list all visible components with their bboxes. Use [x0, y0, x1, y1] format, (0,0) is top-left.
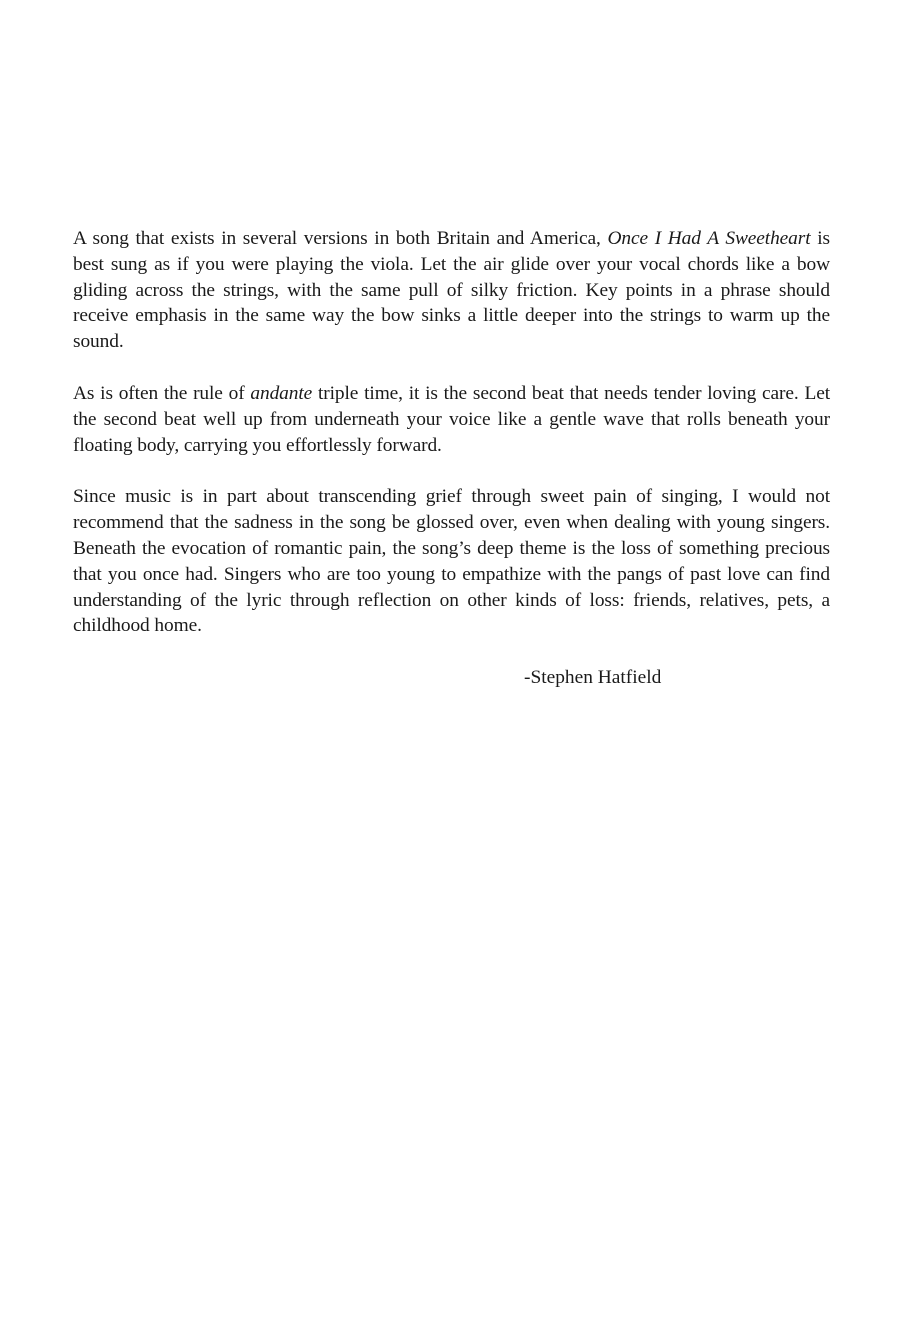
paragraph-tempo-text-start: As is often the rule of [73, 382, 251, 404]
paragraph-tempo [73, 381, 830, 458]
song-title: Once I Had A Sweetheart [607, 228, 811, 249]
paragraph-intro-text-end: is best sung as if you were playing the viola. Let the air glide over your vocal chords like a bow gliding across the strings, with the same pull of silky friction. Key points in a phrase should receive emphasis in the same way the bow sinks a little deeper into the strings to warm up the sound. [73, 228, 830, 353]
paragraph-theme: Since music is in part about transcending grief through sweet pain of singing, I would not recommend that the sadness in the song be glossed over, even when dealing with young singers. Beneath the evocation of romantic pain, the song’s deep theme is the loss of something precious that you once had. Singers who are too young to empathize with the pangs of past love can find understanding of the lyric through reflection on other kinds of loss: friends, relatives, pets, a childhood home. [73, 486, 830, 637]
document-body [73, 226, 830, 691]
author-signature: -Stephen Hatfield [524, 667, 662, 689]
paragraph-tempo-text-end: triple time, it is the second beat that needs tender loving care. Let the second beat well up from underneath your voice like a gentle wave that rolls beneath your floating body, carrying you effortlessly forward. [73, 382, 831, 456]
tempo-term: andante [250, 382, 313, 404]
paragraph-intro-text-start: A song that exists in several versions in both Britain and America, [73, 228, 608, 249]
paragraph-intro [73, 226, 830, 355]
